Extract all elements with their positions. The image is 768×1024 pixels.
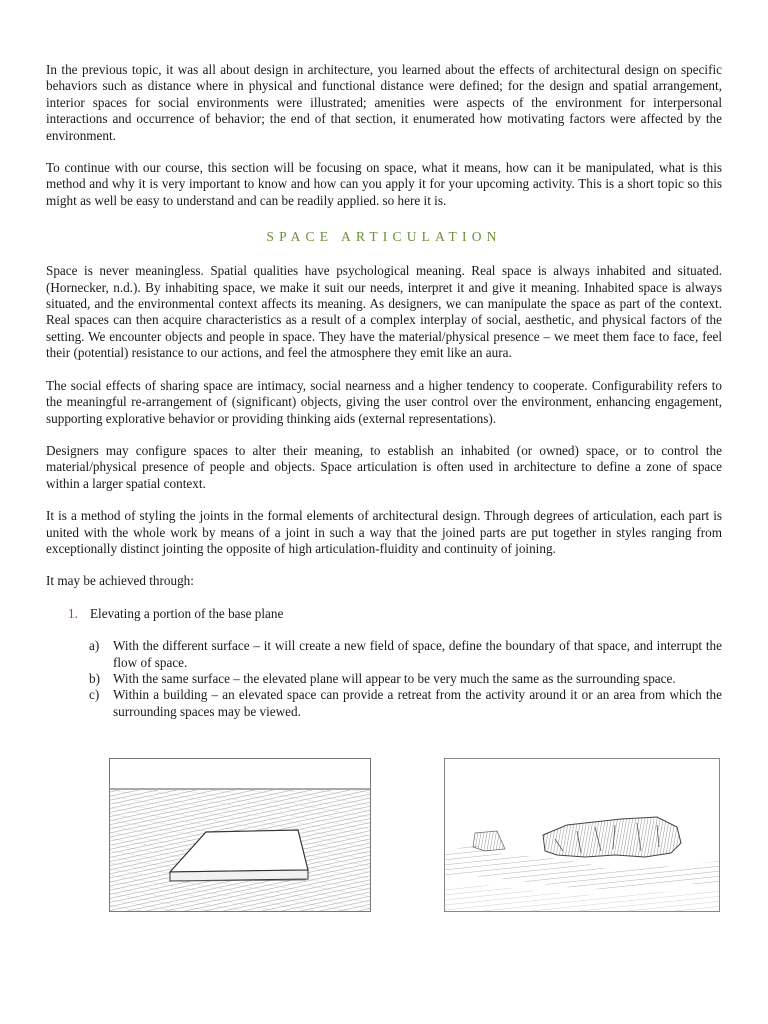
section-heading: SPACE ARTICULATION bbox=[266, 229, 502, 245]
paragraph-achieved: It may be achieved through: bbox=[46, 573, 194, 589]
sub-list-text: Within a building – an elevated space can provide a retreat from the activity around it or an area from which the surrounding spaces may be viewed. bbox=[113, 687, 722, 719]
sub-list-item-a bbox=[89, 638, 722, 671]
intro-paragraph-2: To continue with our course, this section will be focusing on space, what it means, how can it be manipulated, what is this method and why it is very important to know and how can you apply it for your upcoming activity. This is a short topic so this might as well be easy to understand and can be readily applied. so here it is. bbox=[46, 160, 722, 208]
list-number: 1. bbox=[68, 605, 78, 621]
sub-list-text: With the different surface – it will create a new field of space, define the boundary of that space, and interrupt the flow of space. bbox=[113, 638, 722, 670]
intro-paragraph-1: In the previous topic, it was all about design in architecture, you learned about the effects of architectural design on specific behaviors such as distance where in physical and functional distance were defined; for the design and spatial arrangement, interior spaces for social environments were illustrated; amenities were aspects of the environment for interpersonal interactions and occurrence of behavior; the end of that section, it enumerated how motivating factors were affected by the environment. bbox=[46, 62, 722, 143]
sub-list-item-b bbox=[89, 670, 722, 687]
numbered-list-item-1 bbox=[46, 606, 722, 622]
sub-list-mark: b) bbox=[89, 670, 100, 686]
paragraph-method: It is a method of styling the joints in the formal elements of architectural design. Through degrees of articulation, each part is united with the whole work by means of a joint in such a way that the joined parts are put together in styles ranging from exceptionally distinct jointing the opposite of high articulation-fluidity and continuity of joining. bbox=[46, 508, 722, 556]
paragraph-social-effects: The social effects of sharing space are intimacy, social nearness and a higher tendency to cooperate. Configurability refers to the meaningful re-arrangement of (significant) objects, giving the user control over the environment, enhancing engagement, supporting explorative behavior or providing thinking aids (external representations). bbox=[46, 377, 722, 426]
sketch-landform-image bbox=[445, 759, 719, 911]
sub-list-mark: a) bbox=[89, 638, 100, 654]
paragraph-space-meaning: Space is never meaningless. Spatial qualities have psychological meaning. Real space is always inhabited and situated. (Hornecker, n.d.). By inhabiting space, we make it suit our needs, interpret it and give it meaning. Inhabited space is always situated, and the environmental context affects its meaning. As designers, we can manipulate the space as part of the context. Real spaces can then acquire characteristics as a result of a complex interplay of social, aesthetic, and physical factors of the setting. We encounter objects and people in space. They have the material/physical presence – we meet them face to face, feel their (potential) resistance to our actions, and feel the atmosphere they emit like an aura. bbox=[46, 263, 722, 361]
sub-list bbox=[46, 638, 722, 720]
elevated-plane-sketch bbox=[109, 758, 371, 912]
sub-list-item-c bbox=[89, 687, 722, 720]
sketch-elevated-plane-image bbox=[110, 759, 370, 911]
sub-list-text: With the same surface – the elevated plane will appear to be very much the same as the surrounding space. bbox=[113, 670, 676, 686]
elevated-landform-sketch bbox=[444, 758, 720, 912]
document-content bbox=[46, 62, 722, 720]
list-item-text: Elevating a portion of the base plane bbox=[90, 605, 284, 621]
sub-list-mark: c) bbox=[89, 687, 100, 703]
paragraph-designers: Designers may configure spaces to alter their meaning, to establish an inhabited (or owned) space, or to control the material/physical presence of people and objects. Space articulation is often used in architecture to define a zone of space within a larger spatial context. bbox=[46, 442, 722, 491]
